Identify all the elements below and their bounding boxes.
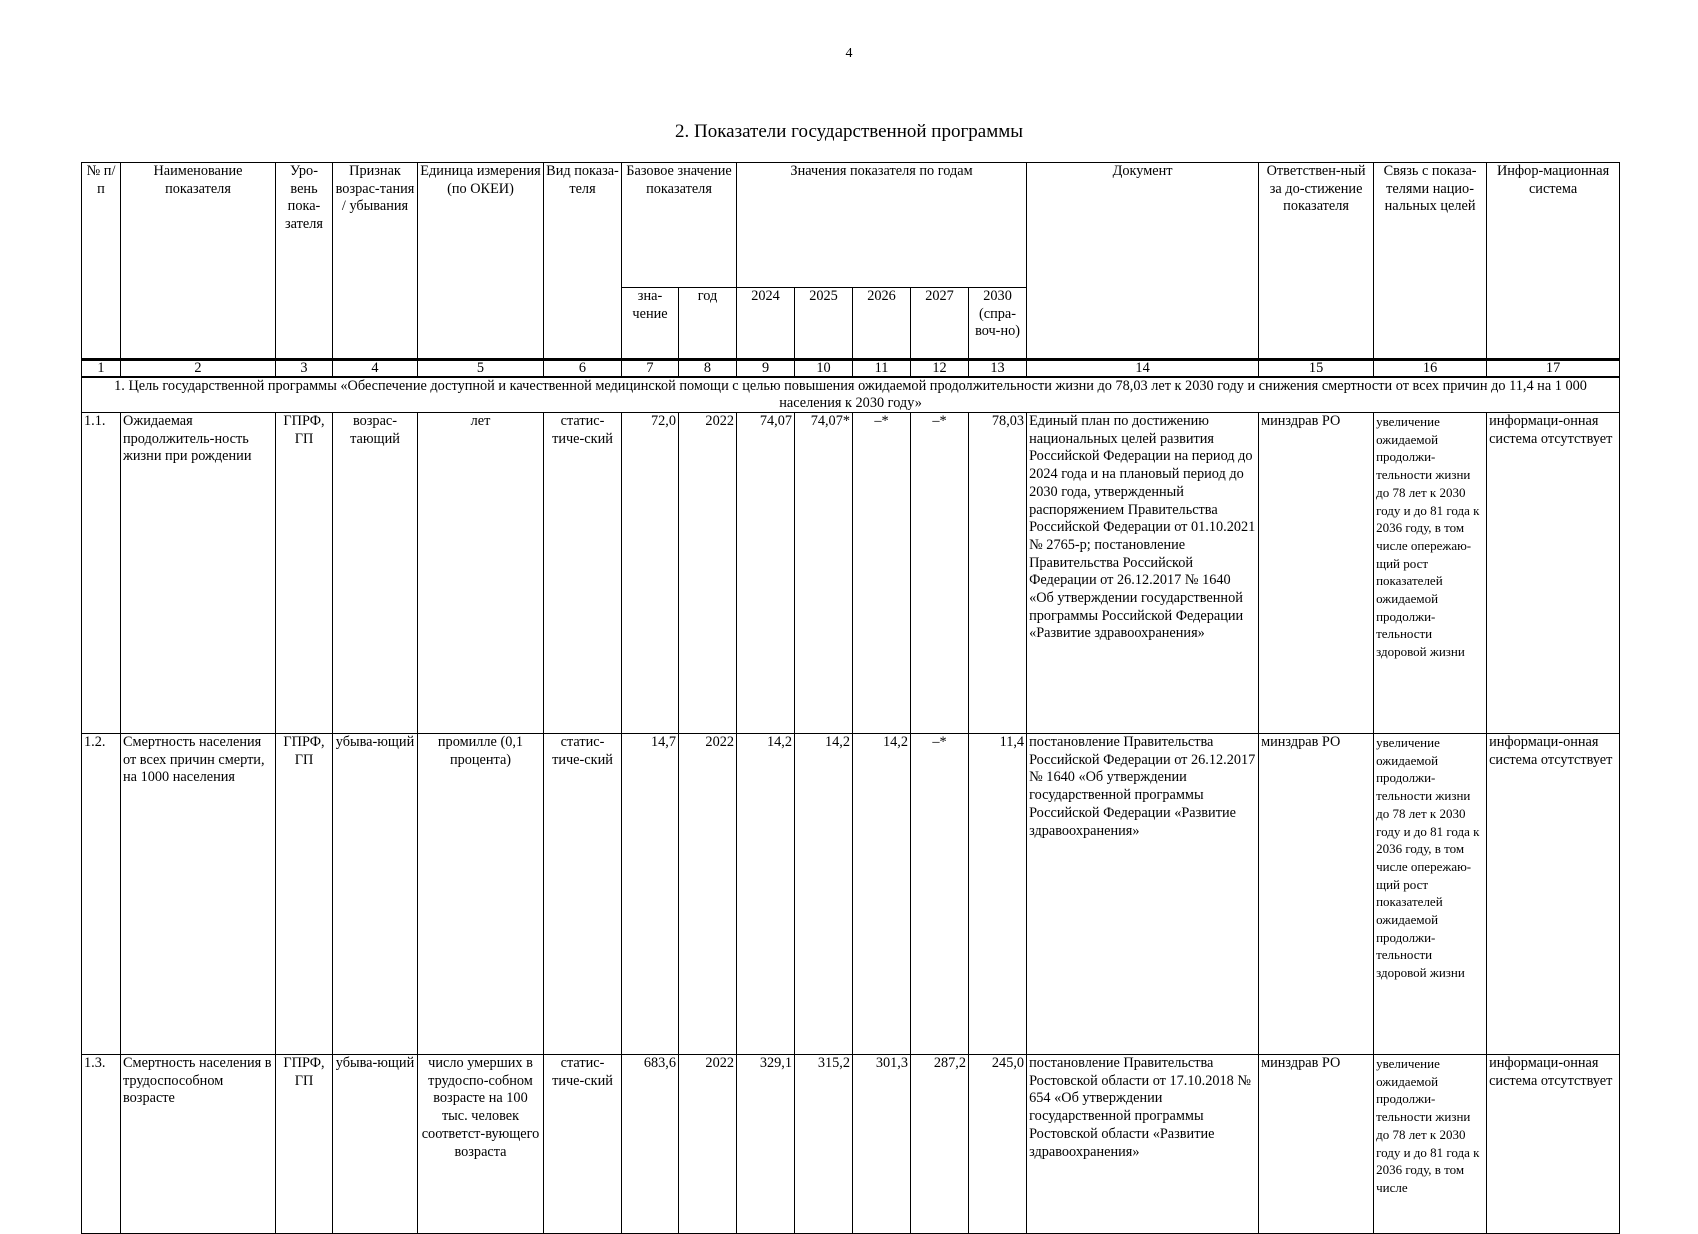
indicator-name: Ожидаемая продолжитель-ность жизни при рождении	[121, 413, 276, 734]
header-year-2030: 2030 (спра-воч-но)	[969, 288, 1027, 360]
indicator-unit: число умерших в трудоспо-собном возрасте на 100 тыс. человек соответст-вующего возраста	[418, 1055, 544, 1234]
indicator-document: Единый план по достижению национальных целей развития Российской Федерации на период до 2024 года и на плановый период до 2030 года, утвержденный распоряжением Правительства Российской Федерации от 01.10.2021 № 2765-р; постановление Правительства Российской Федерации от 26.12.2017 № 1640 «Об утверждении государственной программы Российской Федерации «Развитие здравоохранения»	[1027, 413, 1259, 734]
value-2030: 245,0	[969, 1055, 1027, 1234]
value-2027: 287,2	[911, 1055, 969, 1234]
value-2024: 74,07	[737, 413, 795, 734]
base-value: 72,0	[622, 413, 679, 734]
header-level: Уро-вень пока-зателя	[276, 163, 333, 360]
value-2027: –*	[911, 413, 969, 734]
table-row	[82, 413, 1620, 734]
column-number: 17	[1487, 360, 1620, 378]
column-number: 2	[121, 360, 276, 378]
national-goal-link: увеличение ожидаемой продолжи-тельности жизни до 78 лет к 2030 году и до 81 года к 2036 году, в том числе опережаю-щий рост показателей ожидаемой продолжи-тельности здоровой жизни	[1374, 413, 1487, 734]
goal-text: 1. Цель государственной программы «Обеспечение доступной и качественной медицинской помощи с целью повышения ожидаемой продолжительности жизни до 78,03 лет к 2030 году и снижения смертности от всех причин до 11,4 на 1 000 населения к 2030 году»	[82, 377, 1620, 413]
column-number: 9	[737, 360, 795, 378]
info-system: информаци-онная система отсутствует	[1487, 734, 1620, 1055]
value-2025: 14,2	[795, 734, 853, 1055]
value-2026: 301,3	[853, 1055, 911, 1234]
indicator-level: ГПРФ, ГП	[276, 734, 333, 1055]
row-num: 1.1.	[82, 413, 121, 734]
value-2024: 329,1	[737, 1055, 795, 1234]
column-number: 4	[333, 360, 418, 378]
column-number: 15	[1259, 360, 1374, 378]
table-row	[82, 1055, 1620, 1234]
header-base: Базовое значение показателя	[622, 163, 737, 288]
indicator-level: ГПРФ, ГП	[276, 413, 333, 734]
column-number: 3	[276, 360, 333, 378]
header-row	[82, 163, 1620, 288]
base-value: 683,6	[622, 1055, 679, 1234]
base-year: 2022	[679, 734, 737, 1055]
indicator-name: Смертность населения в трудоспособном возрасте	[121, 1055, 276, 1234]
column-number: 16	[1374, 360, 1487, 378]
row-num: 1.3.	[82, 1055, 121, 1234]
column-number: 8	[679, 360, 737, 378]
goal-row	[82, 377, 1620, 413]
indicator-type: статис-тиче-ский	[544, 413, 622, 734]
header-year-2026: 2026	[853, 288, 911, 360]
indicator-responsible: минздрав РО	[1259, 734, 1374, 1055]
value-2027: –*	[911, 734, 969, 1055]
value-2026: –*	[853, 413, 911, 734]
header-link: Связь с показа-телями нацио-нальных целей	[1374, 163, 1487, 360]
header-year-2027: 2027	[911, 288, 969, 360]
table-row	[82, 734, 1620, 1055]
indicator-name: Смертность населения от всех причин смерти, на 1000 населения	[121, 734, 276, 1055]
indicator-trend: убыва-ющий	[333, 1055, 418, 1234]
column-number-row	[82, 360, 1620, 378]
indicator-type: статис-тиче-ский	[544, 734, 622, 1055]
column-number: 5	[418, 360, 544, 378]
column-number: 10	[795, 360, 853, 378]
indicators-table	[81, 162, 1620, 1234]
info-system: информаци-онная система отсутствует	[1487, 413, 1620, 734]
column-number: 11	[853, 360, 911, 378]
indicator-document: постановление Правительства Российской Федерации от 26.12.2017 № 1640 «Об утверждении государственной программы Российской Федерации «Развитие здравоохранения»	[1027, 734, 1259, 1055]
header-base-year: год	[679, 288, 737, 360]
column-number: 1	[82, 360, 121, 378]
column-number: 6	[544, 360, 622, 378]
value-2026: 14,2	[853, 734, 911, 1055]
header-year-2024: 2024	[737, 288, 795, 360]
page-title: 2. Показатели государственной программы	[674, 121, 1024, 142]
header-system: Инфор-мационная система	[1487, 163, 1620, 360]
indicator-trend: возрас-тающий	[333, 413, 418, 734]
indicator-responsible: минздрав РО	[1259, 1055, 1374, 1234]
header-unit: Единица измерения (по ОКЕИ)	[418, 163, 544, 360]
value-2024: 14,2	[737, 734, 795, 1055]
indicator-unit: промилле (0,1 процента)	[418, 734, 544, 1055]
header-trend: Признак возрас-тания / убывания	[333, 163, 418, 360]
value-2030: 78,03	[969, 413, 1027, 734]
indicator-trend: убыва-ющий	[333, 734, 418, 1055]
indicator-type: статис-тиче-ский	[544, 1055, 622, 1234]
info-system: информаци-онная система отсутствует	[1487, 1055, 1620, 1234]
value-2025: 74,07*	[795, 413, 853, 734]
header-responsible: Ответствен-ный за до-стижение показателя	[1259, 163, 1374, 360]
indicator-unit: лет	[418, 413, 544, 734]
row-num: 1.2.	[82, 734, 121, 1055]
page-number: 4	[845, 46, 853, 61]
indicator-document: постановление Правительства Ростовской области от 17.10.2018 № 654 «Об утверждении государственной программы Ростовской области «Развитие здравоохранения»	[1027, 1055, 1259, 1234]
header-document: Документ	[1027, 163, 1259, 360]
value-2025: 315,2	[795, 1055, 853, 1234]
header-num: № п/п	[82, 163, 121, 360]
header-values: Значения показателя по годам	[737, 163, 1027, 288]
column-number: 13	[969, 360, 1027, 378]
header-type: Вид показа-теля	[544, 163, 622, 360]
header-year-2025: 2025	[795, 288, 853, 360]
national-goal-link: увеличение ожидаемой продолжи-тельности жизни до 78 лет к 2030 году и до 81 года к 2036 году, в том числе опережаю-щий рост показателей ожидаемой продолжи-тельности здоровой жизни	[1374, 734, 1487, 1055]
base-value: 14,7	[622, 734, 679, 1055]
column-number: 7	[622, 360, 679, 378]
header-name: Наименование показателя	[121, 163, 276, 360]
base-year: 2022	[679, 413, 737, 734]
column-number: 14	[1027, 360, 1259, 378]
national-goal-link: увеличение ожидаемой продолжи-тельности жизни до 78 лет к 2030 году и до 81 года к 2036 году, в том числе	[1374, 1055, 1487, 1234]
indicator-responsible: минздрав РО	[1259, 413, 1374, 734]
column-number: 12	[911, 360, 969, 378]
base-year: 2022	[679, 1055, 737, 1234]
value-2030: 11,4	[969, 734, 1027, 1055]
indicator-level: ГПРФ, ГП	[276, 1055, 333, 1234]
header-base-value: зна-чение	[622, 288, 679, 360]
